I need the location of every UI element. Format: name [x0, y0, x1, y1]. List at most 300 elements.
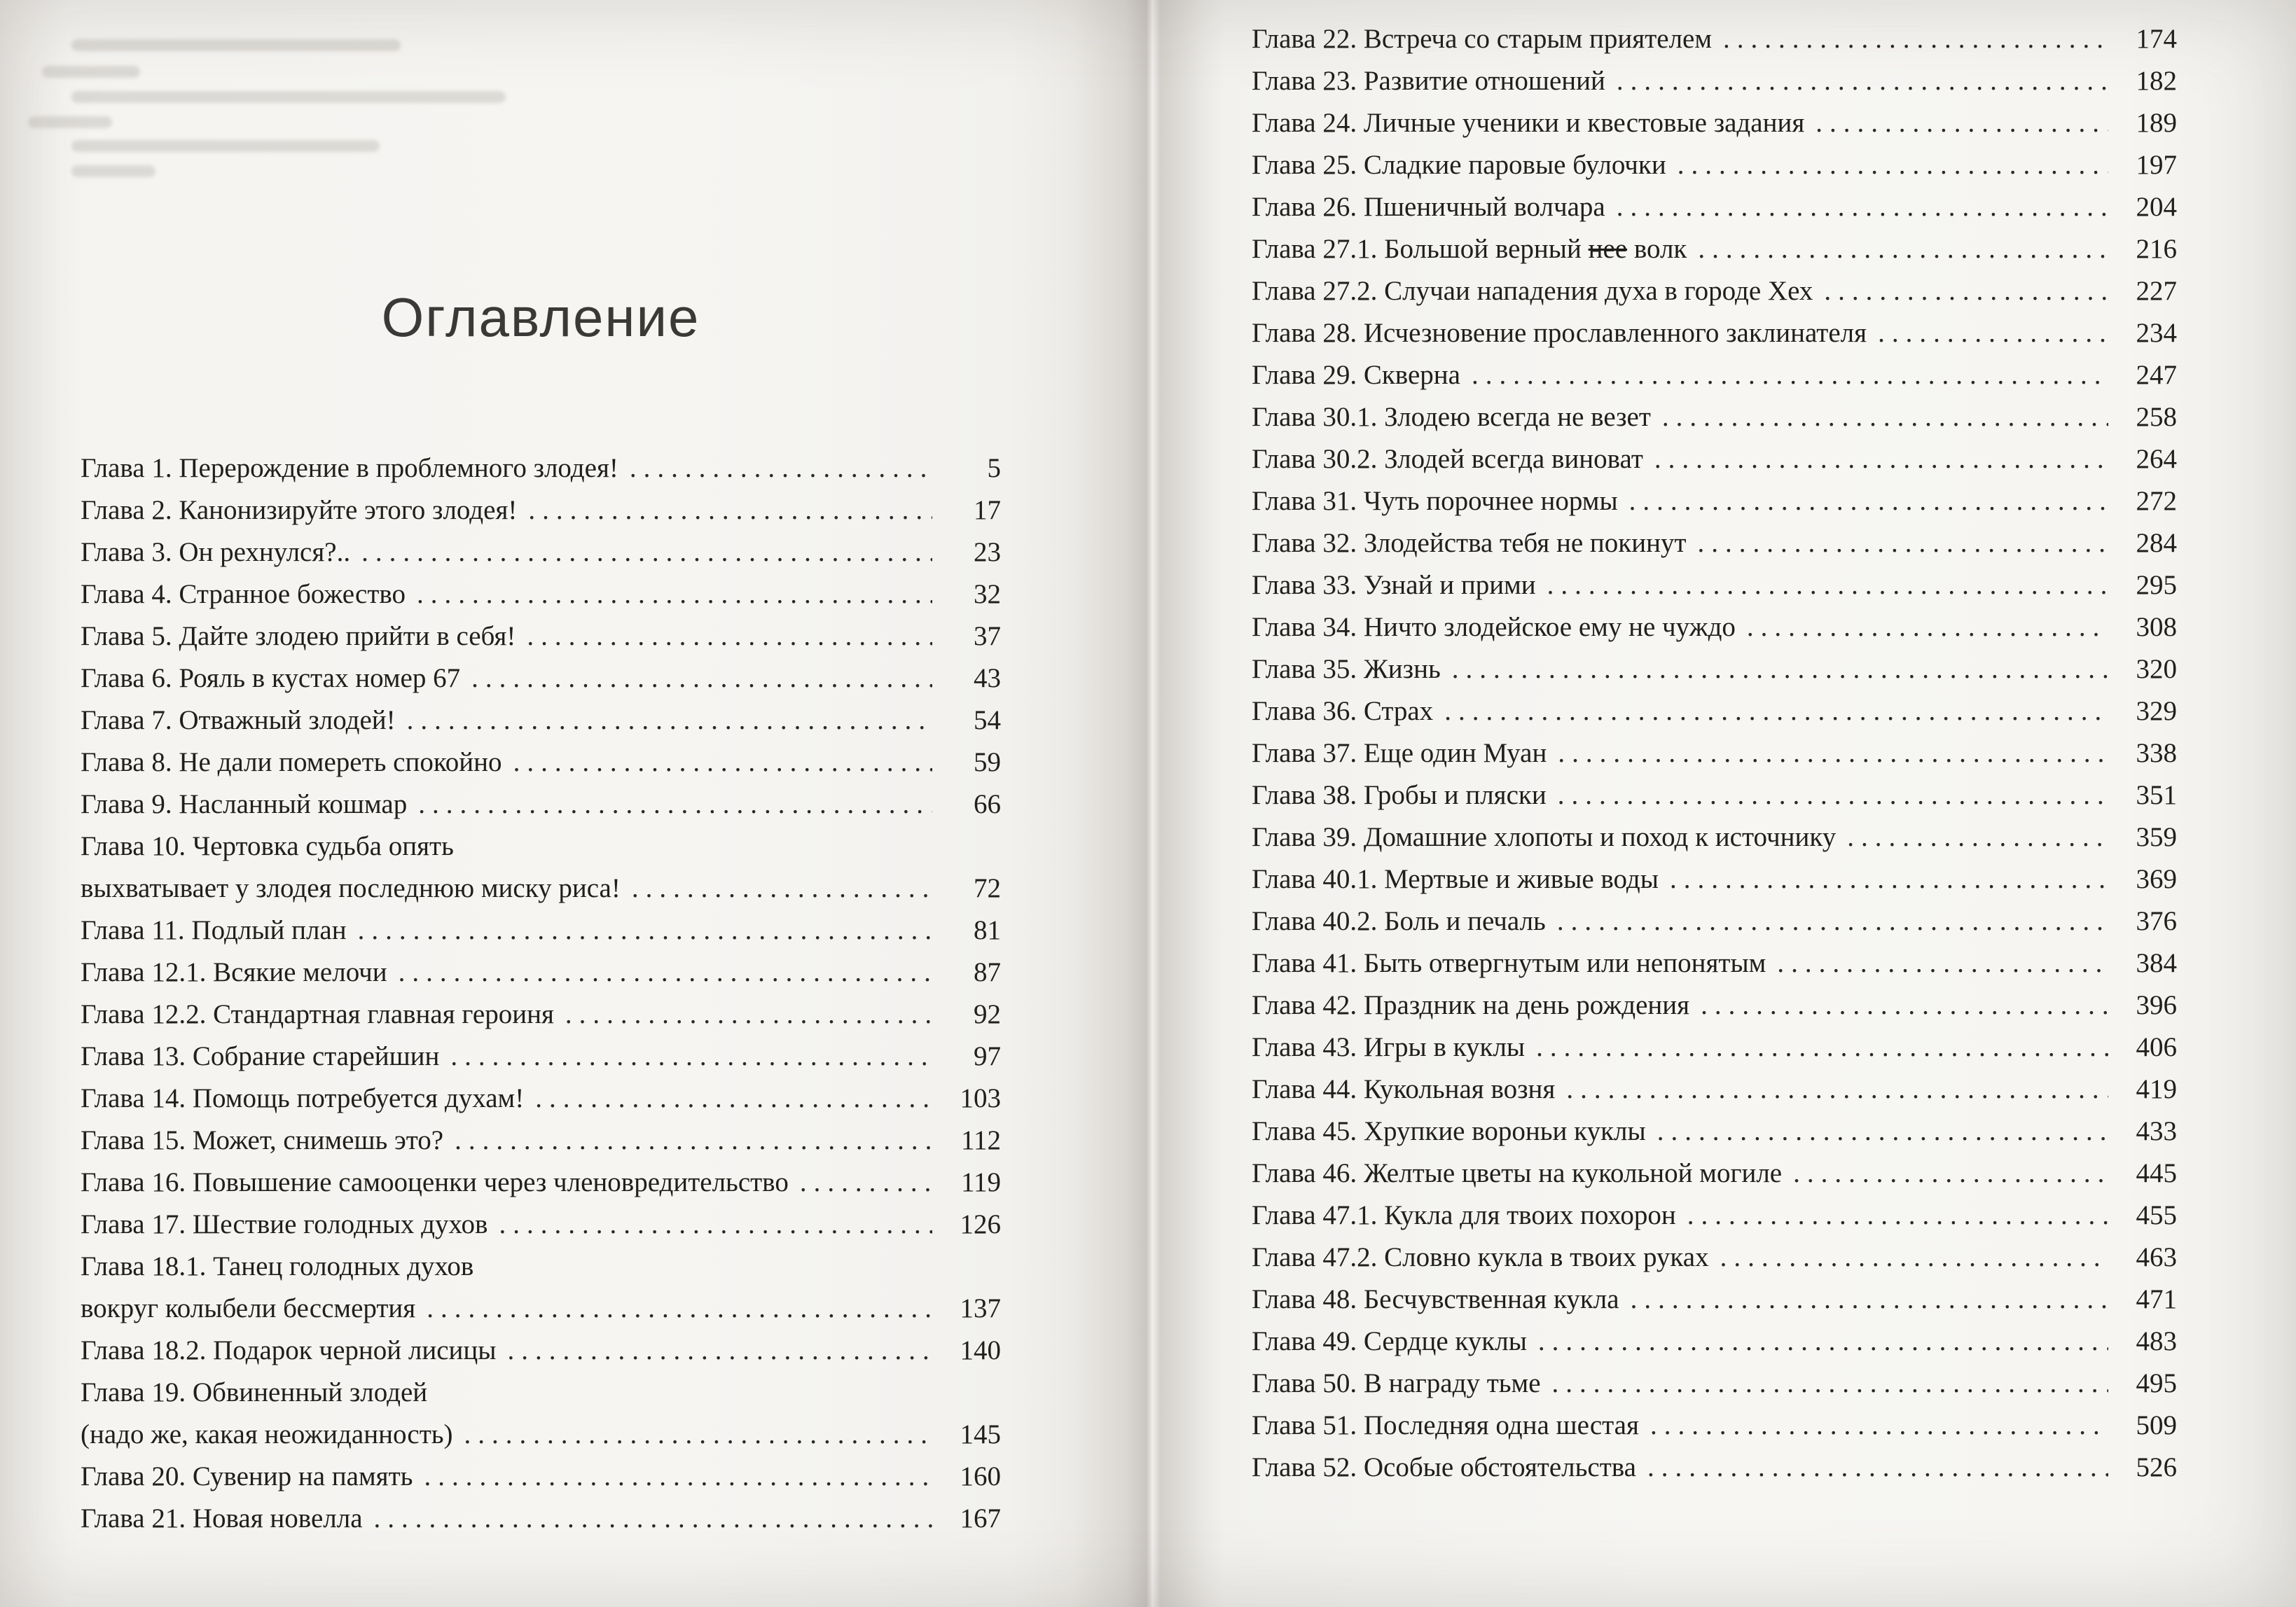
- toc-entry-line: [1252, 985, 2177, 1027]
- page-number: 43: [974, 663, 1001, 693]
- toc-entry: [1252, 985, 2177, 1027]
- chapter-label: выхватывает у злодея последнюю миску риса!: [81, 873, 621, 903]
- page-number: 433: [2136, 1116, 2177, 1146]
- page-number: 234: [2136, 318, 2177, 348]
- toc-entry-line: [81, 531, 1001, 573]
- chapter-label: Глава 44. Кукольная возня: [1252, 1074, 1556, 1104]
- toc-entry: [1252, 942, 2177, 985]
- chapter-label: Глава 3. Он рехнулся?..: [81, 537, 351, 567]
- chapter-label: Глава 48. Бесчувственная кукла: [1252, 1284, 1619, 1314]
- toc-entry-line: [81, 658, 1001, 700]
- chapter-label: Глава 52. Особые обстоятельства: [1252, 1452, 1636, 1482]
- dot-leader: [528, 489, 932, 531]
- chapter-label: Глава 30.1. Злодею всегда не везет: [1252, 402, 1651, 432]
- chapter-label: Глава 21. Новая новелла: [81, 1503, 363, 1533]
- chapter-label: Глава 12.1. Всякие мелочи: [81, 957, 387, 987]
- toc-entry: [81, 489, 1001, 531]
- toc-entry: [81, 1246, 1001, 1330]
- page-number: 284: [2136, 528, 2177, 558]
- dot-leader: [1824, 270, 2108, 312]
- page-number: 483: [2136, 1326, 2177, 1356]
- page-number: 37: [974, 621, 1001, 651]
- chapter-label: Глава 30.2. Злодей всегда виноват: [1252, 444, 1643, 474]
- page-number: 174: [2136, 24, 2177, 54]
- toc-entry: [81, 952, 1001, 994]
- chapter-label: Глава 15. Может, снимешь это?: [81, 1125, 444, 1155]
- dot-leader: [565, 994, 932, 1036]
- page-number: 419: [2136, 1074, 2177, 1104]
- chapter-label: Глава 27.2. Случаи нападения духа в городе Хех: [1252, 276, 1813, 306]
- page-number: 471: [2136, 1284, 2177, 1314]
- right-page: [1148, 0, 2296, 1607]
- toc-entry-line: [1252, 1069, 2177, 1111]
- toc-entry: [1252, 396, 2177, 438]
- toc-entry-line-1: [81, 1246, 1001, 1288]
- page-number: 329: [2136, 696, 2177, 726]
- dot-leader: [399, 952, 932, 994]
- page-title: Оглавление: [381, 286, 700, 348]
- toc-entry: [1252, 774, 2177, 816]
- chapter-label: Глава 51. Последняя одна шестая: [1252, 1410, 1639, 1440]
- toc-entry: [1252, 60, 2177, 102]
- chapter-label: Глава 26. Пшеничный волчара: [1252, 192, 1605, 222]
- toc-entry-line: [81, 1036, 1001, 1078]
- dot-leader: [1617, 186, 2108, 228]
- page-number: 23: [974, 537, 1001, 567]
- toc-entry-line: [1252, 1195, 2177, 1237]
- dot-leader: [1816, 102, 2108, 144]
- page-number: 66: [974, 789, 1001, 819]
- dot-leader: [1662, 396, 2108, 438]
- dot-leader: [630, 447, 932, 489]
- toc-entry-line: [1252, 1027, 2177, 1069]
- dot-leader: [427, 1288, 932, 1330]
- bleedthrough-line: [71, 140, 380, 152]
- dot-leader: [1777, 942, 2108, 985]
- toc-entry-line: [81, 994, 1001, 1036]
- toc-entry: [81, 994, 1001, 1036]
- toc-entry: [81, 1036, 1001, 1078]
- chapter-label: Глава 31. Чуть порочнее нормы: [1252, 486, 1618, 516]
- chapter-label: Глава 2. Канонизируйте этого злодея!: [81, 495, 518, 525]
- dot-leader: [1629, 480, 2108, 522]
- chapter-label: Глава 49. Сердце куклы: [1252, 1326, 1527, 1356]
- page-number: 189: [2136, 108, 2177, 138]
- chapter-label: Глава 32. Злодейства тебя не покинут: [1252, 528, 1687, 558]
- page-number: 197: [2136, 150, 2177, 180]
- chapter-label: Глава 18.1. Танец голодных духов: [81, 1251, 474, 1281]
- chapter-label: Глава 4. Странное божество: [81, 579, 406, 609]
- toc-entry-line: [1252, 522, 2177, 564]
- toc-entry: [81, 700, 1001, 742]
- dot-leader: [361, 531, 932, 573]
- page-number: 32: [974, 579, 1001, 609]
- toc-entry: [1252, 1321, 2177, 1363]
- toc-entry: [81, 1372, 1001, 1456]
- toc-entry-line: [81, 615, 1001, 658]
- toc-entry-line: [1252, 1321, 2177, 1363]
- dot-leader: [1557, 900, 2108, 942]
- dot-leader: [1793, 1153, 2108, 1195]
- toc-entry-line: [81, 1330, 1001, 1372]
- toc-entry: [81, 742, 1001, 784]
- toc-entry: [1252, 522, 2177, 564]
- page-number: 384: [2136, 948, 2177, 978]
- dot-leader: [1698, 228, 2108, 270]
- toc-entry-line: [1252, 480, 2177, 522]
- chapter-label: Глава 29. Скверна: [1252, 360, 1460, 390]
- toc-entry: [1252, 312, 2177, 354]
- toc-entry-line-1: [81, 1372, 1001, 1414]
- toc-entry: [1252, 228, 2177, 270]
- chapter-label: Глава 47.1. Кукла для твоих похорон: [1252, 1200, 1676, 1230]
- chapter-label: Глава 28. Исчезновение прославленного заклинателя: [1252, 318, 1867, 348]
- toc-entry-line: [1252, 690, 2177, 732]
- dot-leader: [1650, 1405, 2108, 1447]
- chapter-label: Глава 5. Дайте злодею прийти в себя!: [81, 621, 516, 651]
- page-number: 258: [2136, 402, 2177, 432]
- toc-entry-line: [1252, 816, 2177, 858]
- page-number: 140: [960, 1335, 1001, 1365]
- toc-entry: [81, 910, 1001, 952]
- toc-entry-line: [1252, 396, 2177, 438]
- dot-leader: [1670, 858, 2108, 900]
- toc-entry: [1252, 816, 2177, 858]
- dot-leader: [1878, 312, 2108, 354]
- page-number: 160: [960, 1461, 1001, 1491]
- toc-entry: [81, 658, 1001, 700]
- chapter-label: Глава 17. Шествие голодных духов: [81, 1209, 488, 1239]
- dot-leader: [358, 910, 932, 952]
- dot-leader: [1558, 774, 2108, 816]
- toc-entry-line: [1252, 438, 2177, 480]
- chapter-label: Глава 14. Помощь потребуется духам!: [81, 1083, 525, 1113]
- dot-leader: [1538, 1321, 2108, 1363]
- toc-entry-line-2: [81, 1414, 1001, 1456]
- page-number: 359: [2136, 822, 2177, 852]
- toc-entry-line: [1252, 228, 2177, 270]
- dot-leader: [632, 868, 932, 910]
- toc-entry: [1252, 1405, 2177, 1447]
- chapter-label: Глава 16. Повышение самооценки через членовредительство: [81, 1167, 789, 1197]
- dot-leader: [1720, 1237, 2108, 1279]
- toc-entry-line: [1252, 270, 2177, 312]
- chapter-label: Глава 25. Сладкие паровые булочки: [1252, 150, 1666, 180]
- dot-leader: [1647, 1447, 2108, 1489]
- toc-entry-line: [81, 784, 1001, 826]
- toc-entry-line: [1252, 1405, 2177, 1447]
- page-number: 369: [2136, 864, 2177, 894]
- toc-entry: [81, 1078, 1001, 1120]
- toc-entry: [1252, 900, 2177, 942]
- chapter-label: Глава 46. Желтые цветы на кукольной могиле: [1252, 1158, 1783, 1188]
- dot-leader: [1472, 354, 2108, 396]
- toc-entry-line: [1252, 312, 2177, 354]
- toc-entry-line: [1252, 942, 2177, 985]
- toc-entry: [1252, 1153, 2177, 1195]
- dot-leader: [424, 1456, 932, 1498]
- toc-entry: [1252, 1111, 2177, 1153]
- toc-entry: [1252, 354, 2177, 396]
- page-number: 495: [2136, 1368, 2177, 1398]
- toc-entry-line: [1252, 1279, 2177, 1321]
- chapter-label: Глава 23. Развитие отношений: [1252, 66, 1605, 96]
- chapter-label: Глава 22. Встреча со старым приятелем: [1252, 24, 1713, 54]
- toc-entry-line: [81, 447, 1001, 489]
- page-number: 396: [2136, 990, 2177, 1020]
- dot-leader: [499, 1204, 932, 1246]
- dot-leader: [1552, 1363, 2108, 1405]
- page-number: 376: [2136, 906, 2177, 936]
- toc-entry: [81, 615, 1001, 658]
- page-number: 295: [2136, 570, 2177, 600]
- toc-entry: [1252, 18, 2177, 60]
- toc-entry: [1252, 480, 2177, 522]
- toc-entry-line: [81, 700, 1001, 742]
- page-number: 167: [960, 1503, 1001, 1533]
- toc-entry-line: [81, 1456, 1001, 1498]
- toc-entry-line: [1252, 18, 2177, 60]
- chapter-label: Глава 13. Собрание старейшин: [81, 1041, 440, 1071]
- dot-leader: [1701, 985, 2108, 1027]
- toc-entry-line: [1252, 144, 2177, 186]
- page-number: 445: [2136, 1158, 2177, 1188]
- toc-entry: [1252, 1069, 2177, 1111]
- toc-entry: [1252, 1027, 2177, 1069]
- chapter-label: Глава 41. Быть отвергнутым или непонятым: [1252, 948, 1766, 978]
- page-number: 351: [2136, 780, 2177, 810]
- dot-leader: [535, 1078, 932, 1120]
- page-number: 59: [974, 747, 1001, 777]
- page-number: 54: [974, 705, 1001, 735]
- dot-leader: [1558, 732, 2108, 774]
- toc-entry: [81, 1498, 1001, 1540]
- toc-entry-line: [1252, 1111, 2177, 1153]
- page-number: 112: [960, 1125, 1001, 1155]
- toc-entry: [81, 531, 1001, 573]
- toc-entry: [81, 1456, 1001, 1498]
- toc-entry-line: [1252, 648, 2177, 690]
- toc-entry-line: [81, 1120, 1001, 1162]
- dot-leader: [471, 658, 932, 700]
- bleedthrough-line: [71, 91, 506, 103]
- chapter-label: Глава 39. Домашние хлопоты и поход к источнику: [1252, 822, 1837, 852]
- dot-leader: [407, 700, 932, 742]
- chapter-label: Глава 18.2. Подарок черной лисицы: [81, 1335, 497, 1365]
- dot-leader: [527, 615, 932, 658]
- dot-leader: [1566, 1069, 2108, 1111]
- dot-leader: [1452, 648, 2108, 690]
- dot-leader: [455, 1120, 932, 1162]
- page-number: 247: [2136, 360, 2177, 390]
- chapter-label: Глава 35. Жизнь: [1252, 654, 1441, 684]
- bleedthrough-line: [71, 165, 155, 177]
- chapter-label: Глава 27.1. Большой верный нее волк: [1252, 234, 1687, 264]
- toc-entry-line: [1252, 900, 2177, 942]
- chapter-label: Глава 38. Гробы и пляски: [1252, 780, 1547, 810]
- toc-entry-line-2: [81, 1288, 1001, 1330]
- toc-entry: [1252, 732, 2177, 774]
- page-number: 72: [974, 873, 1001, 903]
- chapter-label: Глава 50. В награду тьме: [1252, 1368, 1541, 1398]
- toc-entry: [81, 1330, 1001, 1372]
- chapter-label: Глава 40.2. Боль и печаль: [1252, 906, 1546, 936]
- dot-leader: [1654, 438, 2108, 480]
- chapter-label: Глава 42. Праздник на день рождения: [1252, 990, 1690, 1020]
- chapter-label: Глава 11. Подлый план: [81, 915, 347, 945]
- dot-leader: [513, 742, 932, 784]
- toc-entry: [1252, 1279, 2177, 1321]
- toc-entry-line: [1252, 1153, 2177, 1195]
- toc-entry-line: [1252, 186, 2177, 228]
- dot-leader: [1698, 522, 2109, 564]
- chapter-label: Глава 7. Отважный злодей!: [81, 705, 396, 735]
- toc-entry: [1252, 144, 2177, 186]
- page-number: 97: [974, 1041, 1001, 1071]
- chapter-label: вокруг колыбели бессмертия: [81, 1293, 416, 1323]
- bleedthrough-line: [71, 39, 401, 51]
- toc-entry: [1252, 438, 2177, 480]
- toc-entry: [1252, 858, 2177, 900]
- chapter-label: Глава 36. Страх: [1252, 696, 1434, 726]
- toc-entry: [1252, 1195, 2177, 1237]
- toc-entry-line: [81, 742, 1001, 784]
- dot-leader: [1657, 1111, 2108, 1153]
- bleedthrough-text: [42, 28, 546, 189]
- page-number: 455: [2136, 1200, 2177, 1230]
- page-number: 87: [974, 957, 1001, 987]
- page-number: 509: [2136, 1410, 2177, 1440]
- chapter-label: Глава 19. Обвиненный злодей: [81, 1377, 428, 1407]
- toc-entry: [1252, 1363, 2177, 1405]
- dot-leader: [1847, 816, 2108, 858]
- dot-leader: [464, 1414, 932, 1456]
- page-number: 216: [2136, 234, 2177, 264]
- toc-entry-line-1: [81, 826, 1001, 868]
- toc-entry-line: [81, 1204, 1001, 1246]
- toc-entry-line: [1252, 1363, 2177, 1405]
- dot-leader: [374, 1498, 932, 1540]
- toc-entry-line: [1252, 1447, 2177, 1489]
- struck-word: нее: [1588, 234, 1628, 264]
- chapter-label: Глава 45. Хрупкие вороньи куклы: [1252, 1116, 1646, 1146]
- toc-entry-line: [81, 573, 1001, 615]
- toc-entry: [81, 826, 1001, 910]
- toc-entry: [1252, 1237, 2177, 1279]
- chapter-label: Глава 1. Перерождение в проблемного злодея!: [81, 453, 618, 483]
- toc-entry-line: [1252, 354, 2177, 396]
- page-number: 526: [2136, 1452, 2177, 1482]
- dot-leader: [1547, 564, 2108, 606]
- dot-leader: [1444, 690, 2108, 732]
- toc-entry: [1252, 186, 2177, 228]
- page-number: 272: [2136, 486, 2177, 516]
- page-number: 463: [2136, 1242, 2177, 1272]
- page-number: 126: [960, 1209, 1001, 1239]
- chapter-label: Глава 24. Личные ученики и квестовые задания: [1252, 108, 1805, 138]
- dot-leader: [418, 784, 932, 826]
- page-number: 137: [960, 1293, 1001, 1323]
- page-number: 119: [960, 1167, 1001, 1197]
- chapter-label: Глава 47.2. Словно кукла в твоих руках: [1252, 1242, 1709, 1272]
- bleedthrough-line: [42, 66, 140, 78]
- chapter-label: Глава 20. Сувенир на память: [81, 1461, 413, 1491]
- toc-entry: [81, 784, 1001, 826]
- toc-entry-line: [81, 489, 1001, 531]
- page-number: 182: [2136, 66, 2177, 96]
- dot-leader: [450, 1036, 932, 1078]
- toc-entry: [81, 1162, 1001, 1204]
- page-number: 227: [2136, 276, 2177, 306]
- dot-leader: [1678, 144, 2108, 186]
- toc-entry-line: [1252, 1237, 2177, 1279]
- chapter-label: Глава 43. Игры в куклы: [1252, 1032, 1526, 1062]
- chapter-label: Глава 37. Еще один Муан: [1252, 738, 1547, 768]
- toc-left: [81, 447, 1001, 1540]
- dot-leader: [1747, 606, 2108, 648]
- chapter-label: Глава 33. Узнай и прими: [1252, 570, 1536, 600]
- chapter-label: Глава 10. Чертовка судьба опять: [81, 831, 454, 861]
- toc-entry-line: [81, 1498, 1001, 1540]
- dot-leader: [1723, 18, 2108, 60]
- toc-entry: [1252, 1447, 2177, 1489]
- page-number: 406: [2136, 1032, 2177, 1062]
- toc-entry: [1252, 564, 2177, 606]
- page-number: 308: [2136, 612, 2177, 642]
- dot-leader: [1631, 1279, 2108, 1321]
- toc-entry-line: [1252, 858, 2177, 900]
- page-number: 103: [960, 1083, 1001, 1113]
- toc-entry-line: [81, 910, 1001, 952]
- dot-leader: [1687, 1195, 2108, 1237]
- toc-entry: [81, 573, 1001, 615]
- bleedthrough-line: [28, 116, 112, 128]
- toc-entry-line: [1252, 60, 2177, 102]
- toc-entry: [1252, 690, 2177, 732]
- toc-entry-line: [81, 952, 1001, 994]
- toc-entry-line: [1252, 606, 2177, 648]
- toc-entry: [81, 1204, 1001, 1246]
- page-number: 204: [2136, 192, 2177, 222]
- chapter-label: Глава 6. Рояль в кустах номер 67: [81, 663, 461, 693]
- toc-entry: [1252, 606, 2177, 648]
- page-number: 5: [987, 453, 1001, 483]
- page-number: 264: [2136, 444, 2177, 474]
- chapter-label: Глава 34. Ничто злодейское ему не чуждо: [1252, 612, 1736, 642]
- page-number: 145: [960, 1419, 1001, 1449]
- dot-leader: [1536, 1027, 2108, 1069]
- page-number: 92: [974, 999, 1001, 1029]
- page-number: 17: [974, 495, 1001, 525]
- toc-entry: [81, 447, 1001, 489]
- toc-entry-line: [1252, 102, 2177, 144]
- toc-entry: [81, 1120, 1001, 1162]
- toc-entry: [1252, 102, 2177, 144]
- dot-leader: [417, 573, 932, 615]
- chapter-label: Глава 8. Не дали помереть спокойно: [81, 747, 502, 777]
- toc-entry-line: [81, 1078, 1001, 1120]
- chapter-label: Глава 12.2. Стандартная главная героиня: [81, 999, 554, 1029]
- dot-leader: [1617, 60, 2108, 102]
- page-number: 320: [2136, 654, 2177, 684]
- dot-leader: [800, 1162, 932, 1204]
- dot-leader: [508, 1330, 933, 1372]
- toc-right: [1252, 18, 2177, 1489]
- toc-entry-line: [1252, 732, 2177, 774]
- toc-entry: [1252, 270, 2177, 312]
- chapter-label: (надо же, какая неожиданность): [81, 1419, 453, 1449]
- toc-entry-line: [1252, 564, 2177, 606]
